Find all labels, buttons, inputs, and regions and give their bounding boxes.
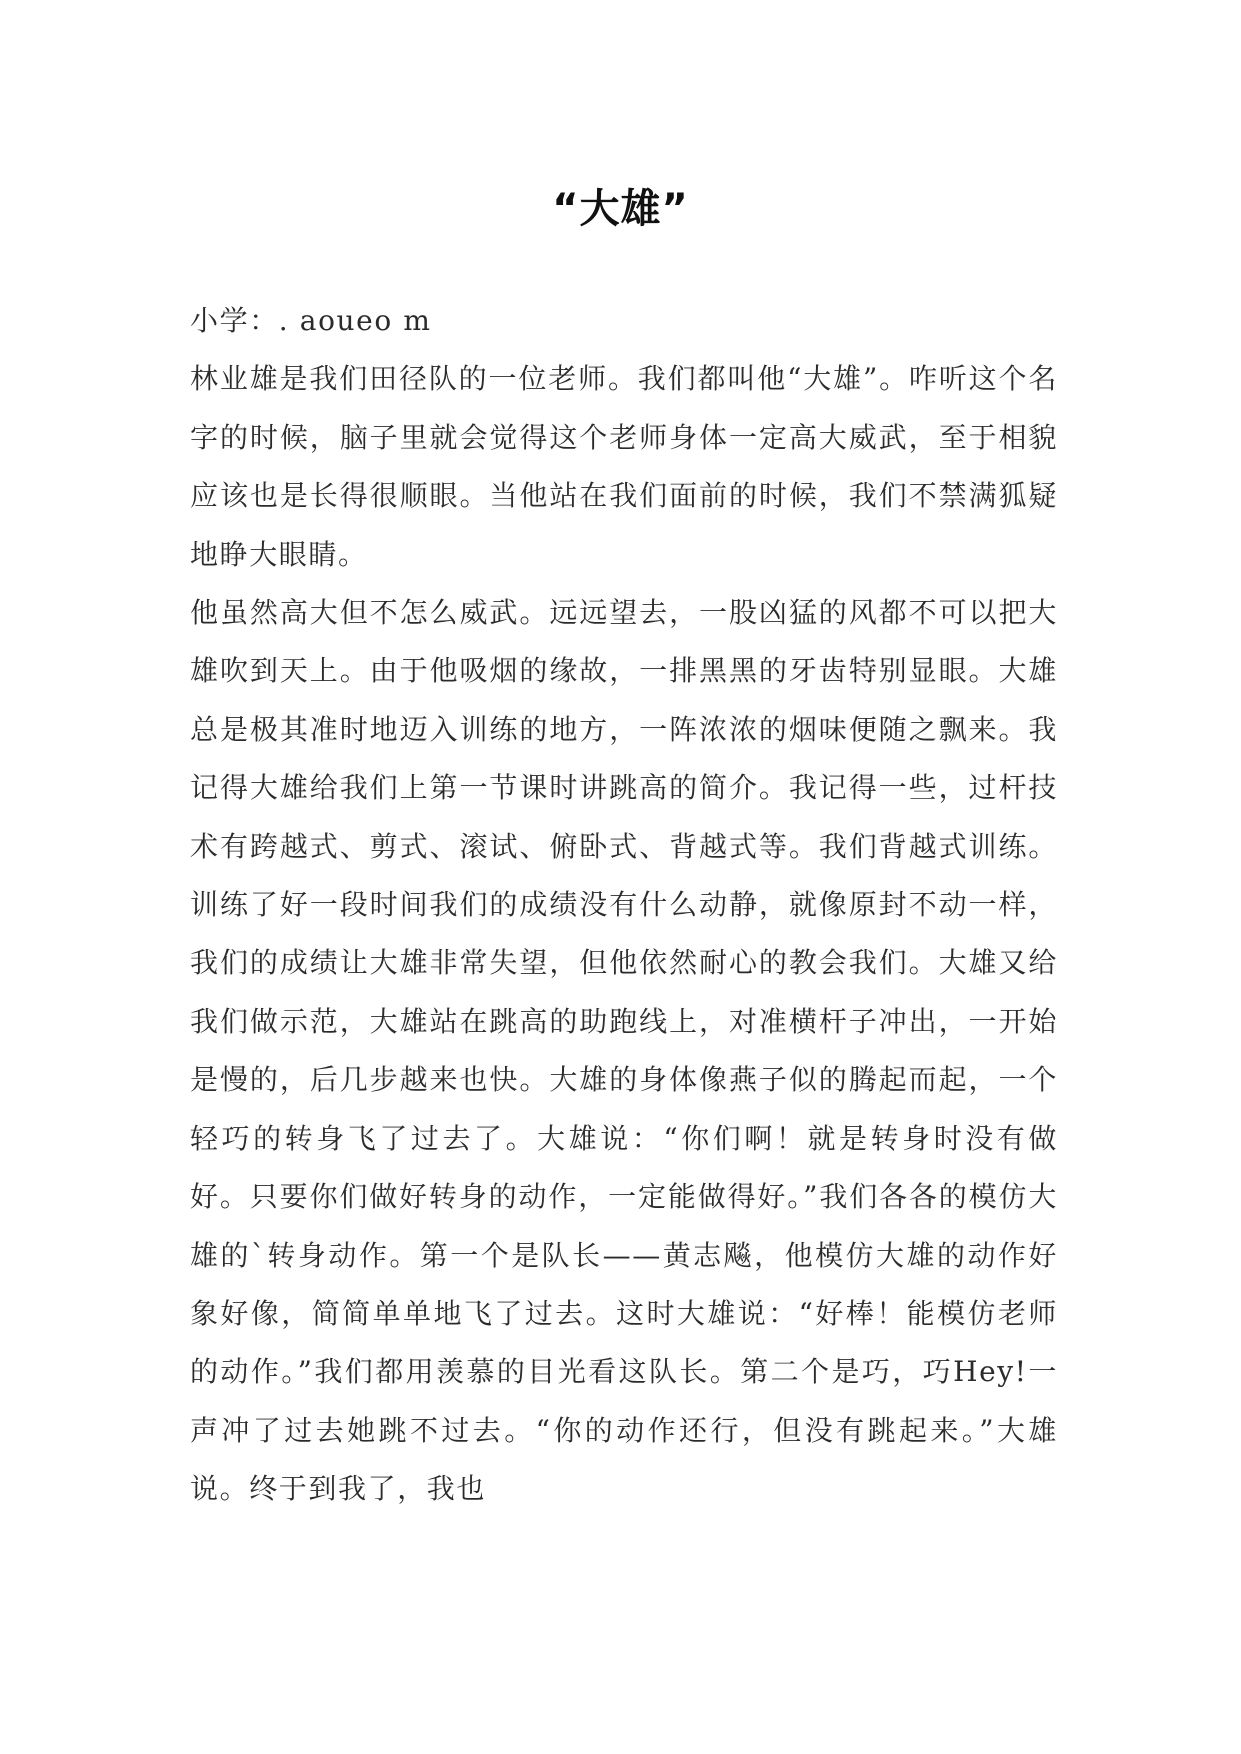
paragraph: 林业雄是我们田径队的一位老师。我们都叫他“大雄”。咋听这个名字的时候，脑子里就会觉得这个老师身体一定高大威武，至于相貌应该也是长得很顺眼。当他站在我们面前的时候，我们不禁满狐疑地睁大眼睛。: [190, 362, 1058, 571]
paragraph: 他虽然高大但不怎么威武。远远望去，一股凶猛的风都不可以把大雄吹到天上。由于他吸烟的缘故，一排黑黑的牙齿特别显眼。大雄总是极其准时地迈入训练的地方，一阵浓浓的烟味便随之飘来。我记得大雄给我们上第一节课时讲跳高的简介。我记得一些，过杆技术有跨越式、剪式、滚试、俯卧式、背越式等。我们背越式训练。训练了好一段时间我们的成绩没有什么动静，就像原封不动一样，我们的成绩让大雄非常失望，但他依然耐心的教会我们。大雄又给我们做示范，大雄站在跳高的助跑线上，对准横杆子冲出，一开始是慢的，后几步越来也快。大雄的身体像燕子似的腾起而起，一个轻巧的转身飞了过去了。大雄说：“你们啊！就是转身时没有做好。只要你们做好转身的动作，一定能做得好。”我们各各的模仿大雄的`转身动作。第一个是队长——黄志飚，他模仿大雄的动作好象好像，简简单单地飞了过去。这时大雄说：“好棒！能模仿老师的动作。”我们都用羡慕的目光看这队长。第二个是巧，巧Hey!一声冲了过去她跳不过去。“你的动作还行，但没有跳起来。”大雄说。终于到我了，我也: [190, 596, 1058, 1506]
document-title: “大雄”: [552, 185, 689, 232]
byline: 小学：. aoueo m: [190, 304, 432, 337]
document-body: [190, 292, 1058, 1519]
